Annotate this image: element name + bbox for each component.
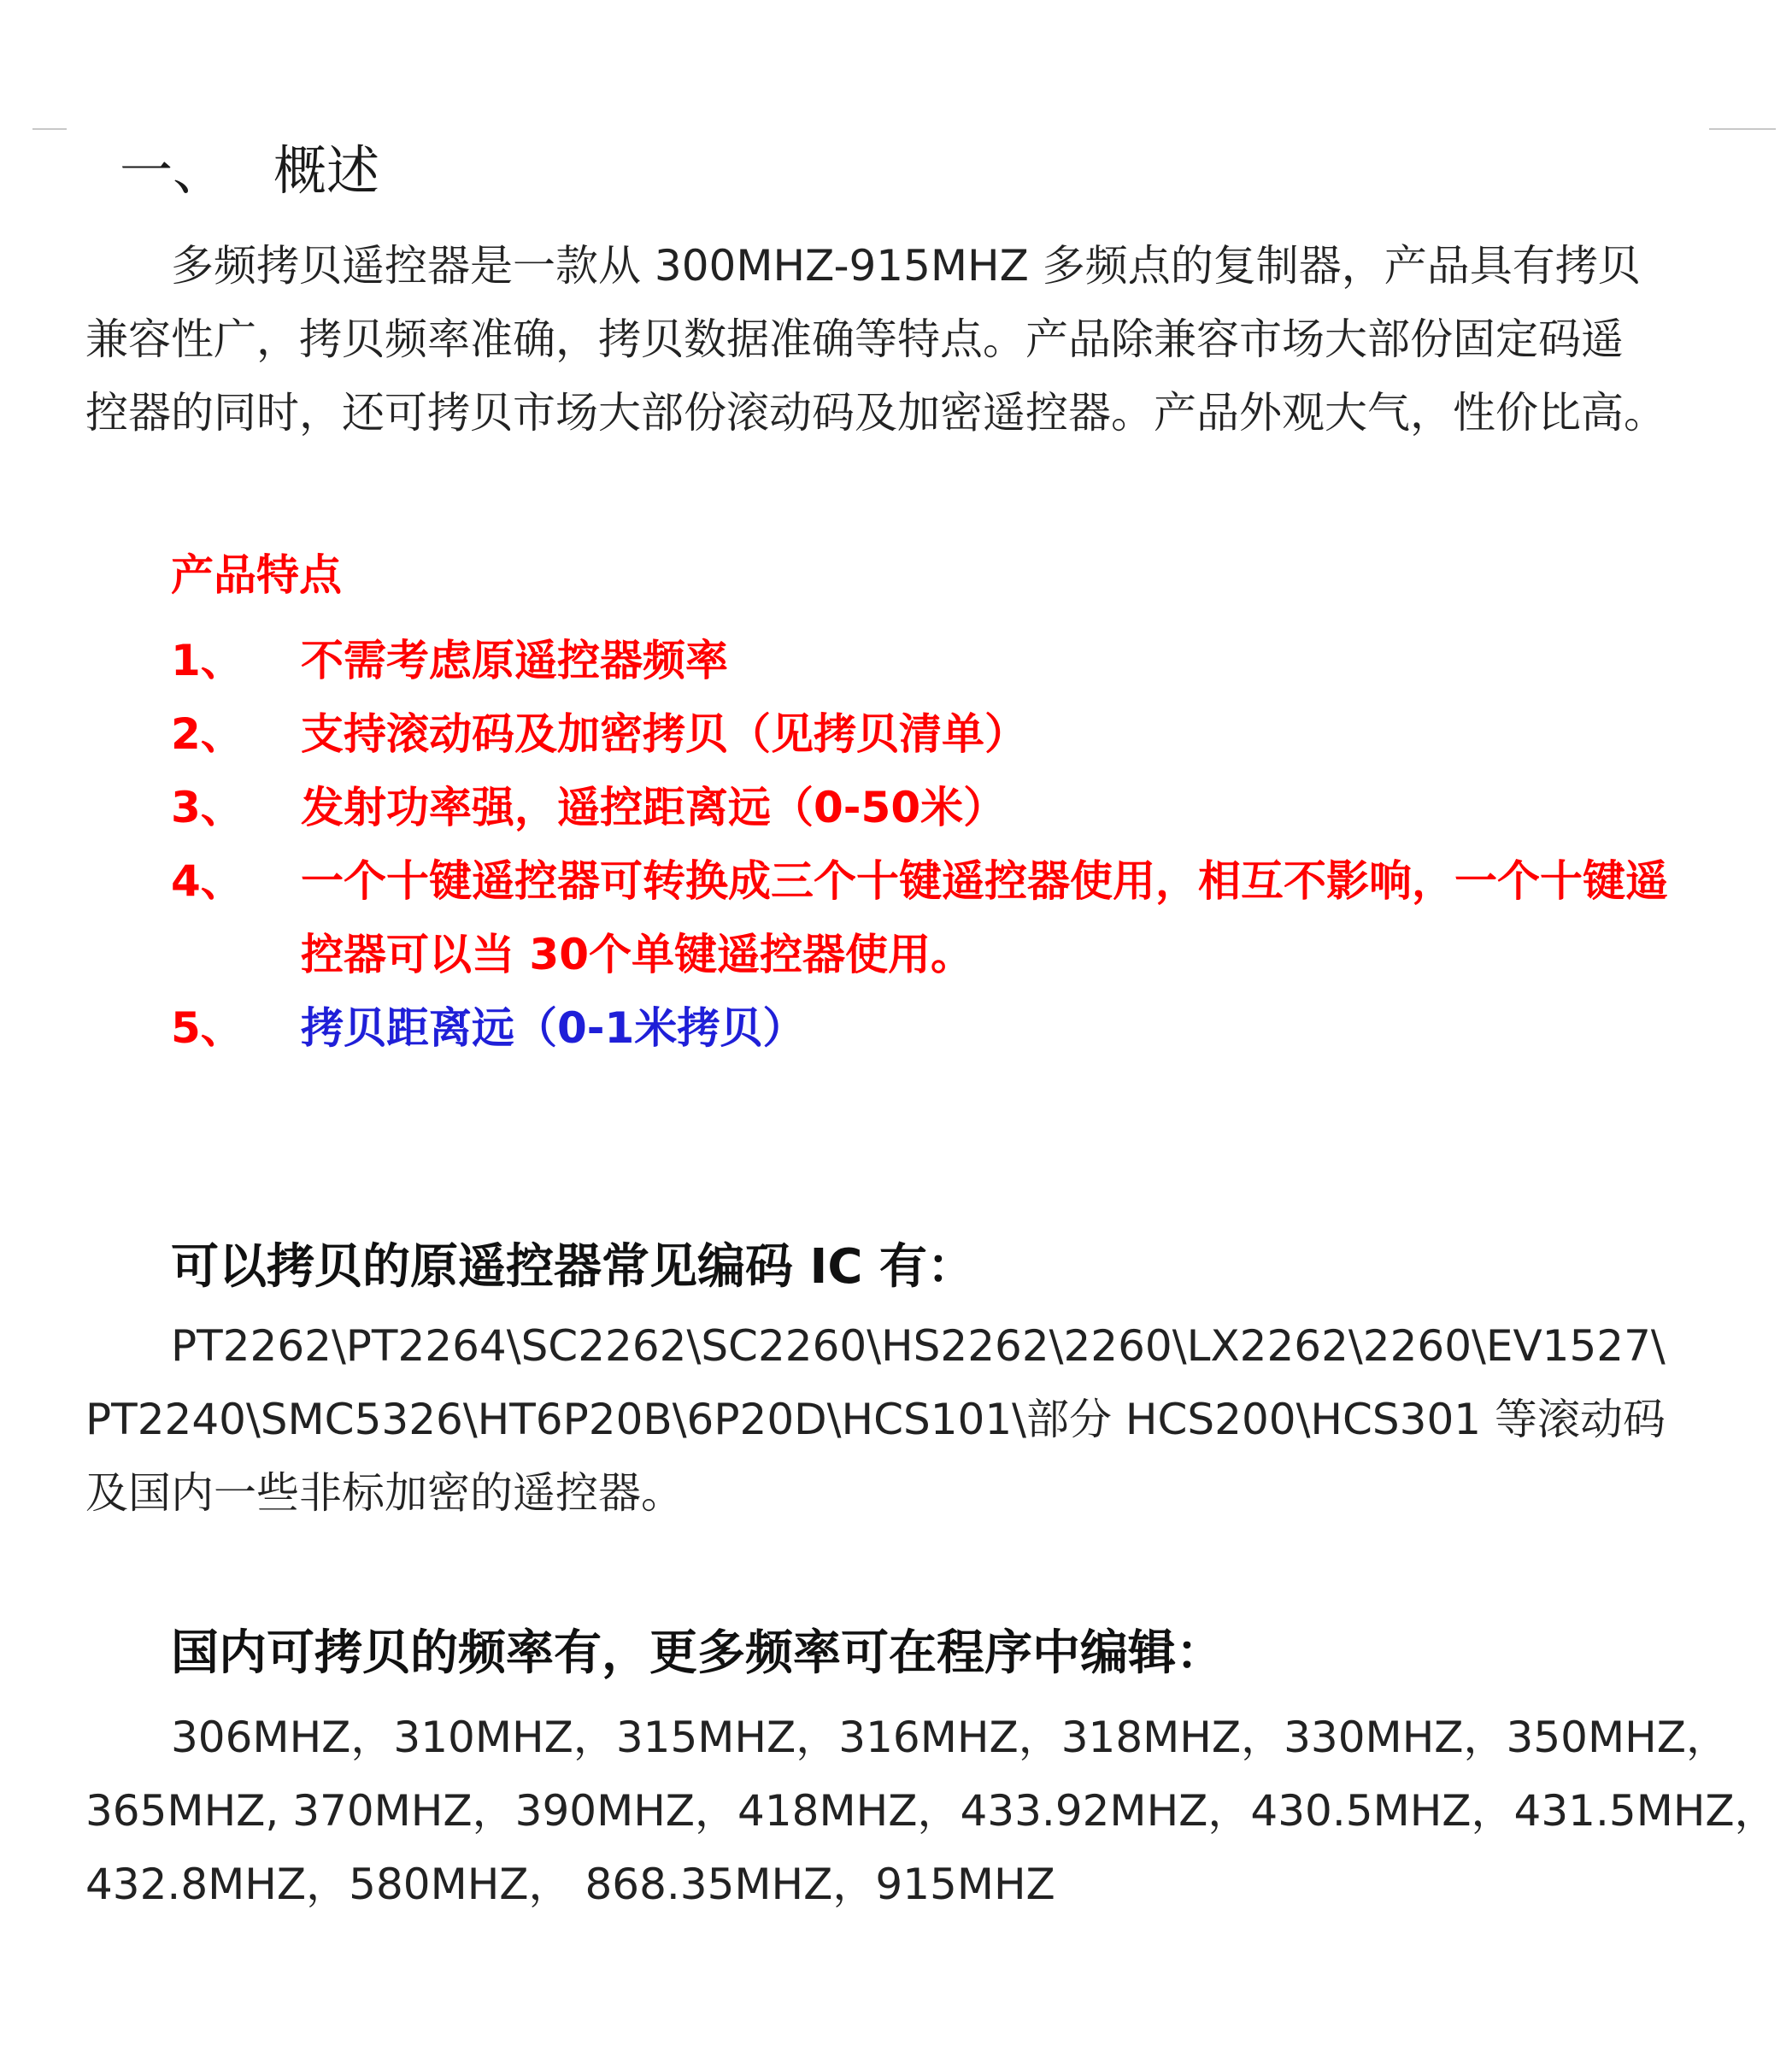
feature-item-5 (171, 991, 805, 1065)
feature-item-4-continuation: 控器可以当 30个单键遥控器使用。 (301, 930, 973, 979)
feature-text: 支持滚动码及加密拷贝（见拷贝清单） (301, 709, 1027, 759)
feature-item-1 (171, 624, 728, 697)
freq-line-3: 432.8MHZ，580MHZ， 868.35MHZ，915MHZ (85, 1860, 1055, 1909)
overview-paragraph (85, 229, 1666, 450)
ic-section-title: 可以拷贝的原遥控器常见编码 IC 有： (171, 1239, 975, 1295)
feature-text: 拷贝距离远（0-1米拷贝） (301, 1003, 806, 1053)
overview-heading-number: 一、 (120, 139, 226, 202)
crop-mark-right (1709, 128, 1776, 130)
overview-line-3: 控器的同时，还可拷贝市场大部份滚动码及加密遥控器。产品外观大气，性价比高。 (85, 388, 1666, 438)
overview-heading-title: 概述 (273, 139, 380, 202)
overview-line-2: 兼容性广，拷贝频率准确，拷贝数据准确等特点。产品除兼容市场大部份固定码遥 (85, 314, 1624, 364)
feature-number: 5、 (171, 1003, 244, 1053)
feature-number: 1、 (171, 636, 244, 685)
freq-section-title: 国内可拷贝的频率有，更多频率可在程序中编辑： (171, 1625, 1224, 1681)
overview-heading (120, 137, 379, 205)
overview-line-1: 多频拷贝遥控器是一款从 300MHZ-915MHZ 多频点的复制器，产品具有拷贝 (171, 241, 1641, 291)
ic-line-1: PT2262\PT2264\SC2262\SC2260\HS2262\2260\LX2262\2260\EV1527\ (171, 1321, 1666, 1371)
feature-number: 3、 (171, 783, 244, 832)
feature-item-3 (171, 771, 1006, 844)
feature-text: 不需考虑原遥控器频率 (301, 636, 728, 685)
ic-line-3: 及国内一些非标加密的遥控器。 (85, 1468, 684, 1518)
ic-section-paragraph (85, 1309, 1666, 1530)
feature-item-2 (171, 697, 1027, 771)
feature-text: 发射功率强，遥控距离远（0-50米） (301, 783, 1007, 832)
freq-line-2: 365MHZ, 370MHZ，390MHZ，418MHZ，433.92MHZ，430.5MHZ，431.5MHZ， (85, 1786, 1777, 1836)
feature-number: 2、 (171, 709, 244, 759)
feature-text: 一个十键遥控器可转换成三个十键遥控器使用，相互不影响，一个十键遥 (301, 856, 1668, 906)
feature-item-4 (171, 844, 1668, 918)
ic-line-2: PT2240\SMC5326\HT6P20B\6P20D\HCS101\部分 HCS200\HCS301 等滚动码 (85, 1395, 1666, 1444)
freq-line-1: 306MHZ，310MHZ，315MHZ，316MHZ，318MHZ，330MHZ，350MHZ， (171, 1713, 1729, 1762)
freq-section-paragraph (85, 1701, 1777, 1921)
feature-number: 4、 (171, 856, 244, 906)
features-title: 产品特点 (171, 550, 342, 600)
crop-mark-left (32, 128, 67, 130)
